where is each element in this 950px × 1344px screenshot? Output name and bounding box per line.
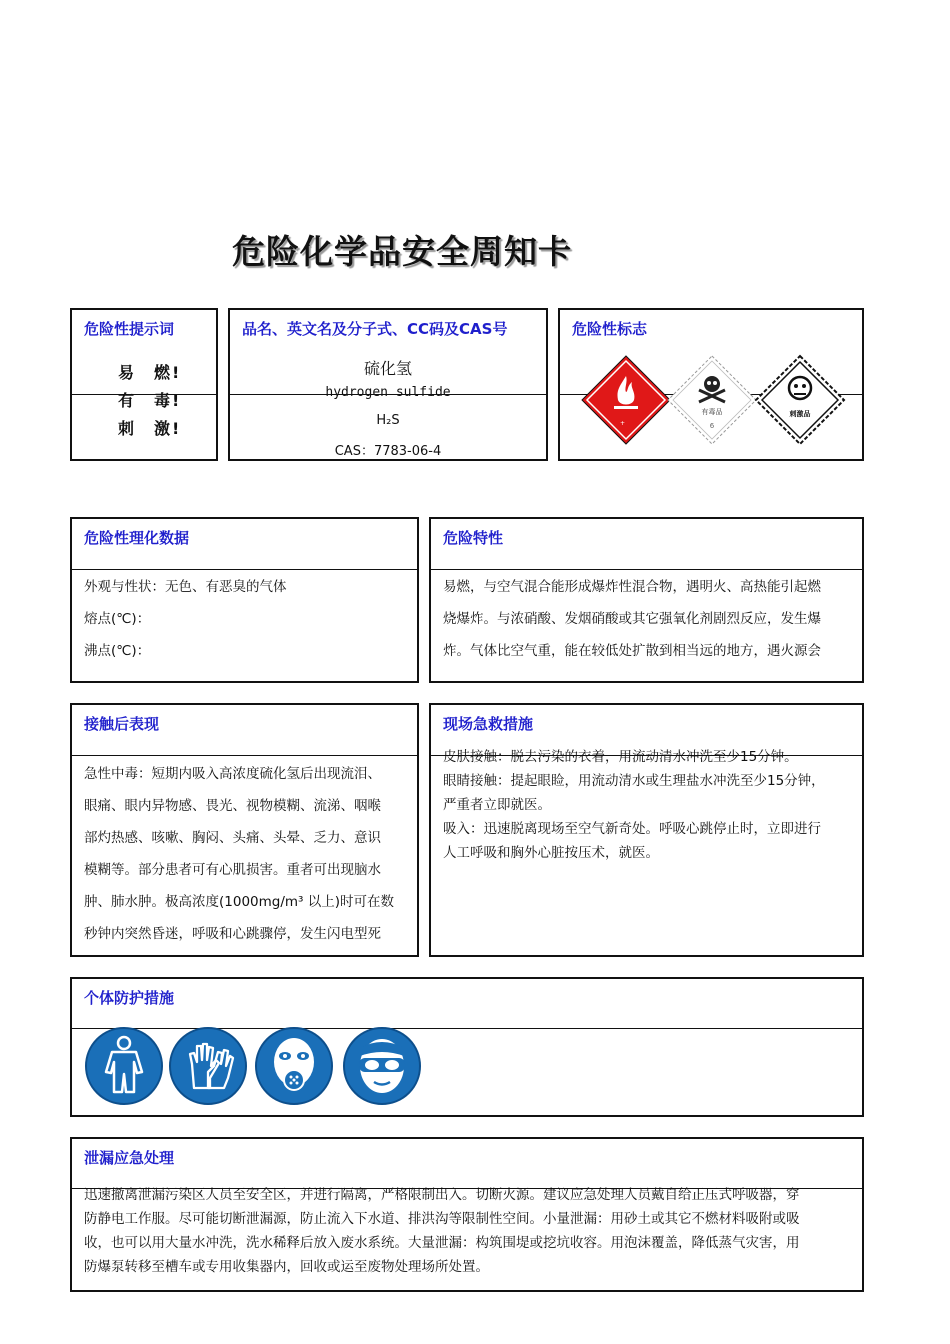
physchem-line: 外观与性状：无色、有恶臭的气体: [84, 579, 287, 595]
leak-handling-heading: 泄漏应急处理: [84, 1149, 175, 1167]
ppe-panel: [70, 977, 864, 1117]
cas-number: CAS：7783-06-4: [334, 444, 442, 459]
first-aid-panel: [429, 703, 864, 957]
irritant-sign-icon: [754, 354, 846, 446]
hazard-characteristics-line: 易燃，与空气混合能形成爆炸性混合物，遇明火、高热能引起燃: [443, 579, 821, 595]
hazard-characteristics-line: 烧爆炸。与浓硝酸、发烟硝酸或其它强氧化剂剧烈反应，发生爆: [443, 611, 821, 627]
physchem-line: 沸点(℃)：: [84, 643, 151, 659]
toxic-sign-label: 有毒品: [701, 408, 723, 416]
exposure-line: 部灼热感、咳嗽、胸闷、头痛、头晕、乏力、意识: [84, 830, 381, 846]
protective-gloves-icon: [168, 1026, 248, 1106]
exposure-symptoms-heading: 接触后表现: [84, 715, 160, 733]
exposure-line: 秒钟内突然昏迷，呼吸和心跳骤停，发生闪电型死: [84, 926, 381, 942]
first-aid-line: 人工呼吸和胸外心脏按压术，就医。: [443, 845, 659, 861]
identity-panel: [228, 308, 548, 461]
leak-handling-panel: [70, 1137, 864, 1292]
protective-suit-icon: [84, 1026, 164, 1106]
hazard-characteristics-heading: 危险特性: [443, 529, 504, 547]
hazard-signs-heading: 危险性标志: [572, 320, 648, 338]
molecular-formula: H₂S: [376, 413, 400, 428]
toxic-sign-icon: [666, 354, 758, 446]
safety-goggles-icon: [342, 1026, 422, 1106]
gas-mask-icon: [254, 1026, 334, 1106]
first-aid-heading: 现场急救措施: [443, 715, 534, 733]
exposure-line: 眼痛、眼内异物感、畏光、视物模糊、流涕、咽喉: [84, 798, 381, 814]
first-aid-line: 皮肤接触：脱去污染的衣着，用流动清水冲洗至少15分钟。: [443, 749, 798, 765]
hazard-characteristics-panel: [429, 517, 864, 683]
exposure-line: 肿、肺水肿。极高浓度(1000mg/m³ 以上)时可在数: [84, 894, 395, 910]
exposure-symptoms-panel: [70, 703, 419, 957]
flammable-sign-icon: [580, 354, 672, 446]
leak-handling-line: 收，也可以用大量水冲洗，洗水稀释后放入废水系统。大量泄漏：构筑围堤或挖坑收容。用泡沫覆盖，降低蒸气灾害，用: [84, 1235, 800, 1251]
svg-text:+: +: [620, 420, 626, 427]
physchem-line: 熔点(℃)：: [84, 611, 151, 627]
exposure-line: 模糊等。部分患者可有心肌损害。重者可出现脑水: [84, 862, 381, 878]
hazard-characteristics-line: 炸。气体比空气重，能在较低处扩散到相当远的地方，遇火源会: [443, 643, 821, 659]
hazard-word-flammable: 易 燃!: [118, 363, 182, 382]
leak-handling-line: 防爆泵转移至槽车或专用收集器内，回收或运至废物处理场所处置。: [84, 1259, 489, 1275]
identity-heading: 品名、英文名及分子式、CC码及CAS号: [242, 320, 508, 338]
first-aid-line: 吸入：迅速脱离现场至空气新奇处。呼吸心跳停止时，立即进行: [443, 821, 821, 837]
leak-handling-line: 防静电工作服。尽可能切断泄漏源，防止流入下水道、排洪沟等限制性空间。小量泄漏：用砂土或其它不燃材料吸附或吸: [84, 1211, 800, 1227]
english-name: hydrogen sulfide: [325, 385, 451, 400]
first-aid-line: 严重者立即就医。: [443, 797, 551, 813]
chinese-name: 硫化氢: [363, 359, 412, 378]
hazard-word-toxic: 有 毒!: [118, 391, 182, 410]
hazard-words-panel: [70, 308, 218, 461]
leak-handling-line: 迅速撤离泄漏污染区人员至安全区，并进行隔离，严格限制出入。切断火源。建议应急处理人员戴自给正压式呼吸器，穿: [84, 1187, 800, 1203]
physchem-heading: 危险性理化数据: [84, 529, 190, 547]
hazard-words-heading: 危险性提示词: [84, 320, 175, 338]
toxic-sign-class: 6: [709, 422, 715, 430]
hazard-word-irritant: 刺 激!: [118, 419, 182, 438]
ppe-heading: 个体防护措施: [84, 989, 175, 1007]
page-title: 危险化学品安全周知卡: [232, 232, 572, 271]
first-aid-line: 眼睛接触：提起眼睑，用流动清水或生理盐水冲洗至少15分钟，: [443, 773, 825, 789]
exposure-line: 急性中毒：短期内吸入高浓度硫化氢后出现流泪、: [84, 766, 381, 782]
irritant-sign-label: 刺激品: [789, 410, 811, 418]
hazard-signs-panel: [558, 308, 864, 461]
physchem-panel: [70, 517, 419, 683]
